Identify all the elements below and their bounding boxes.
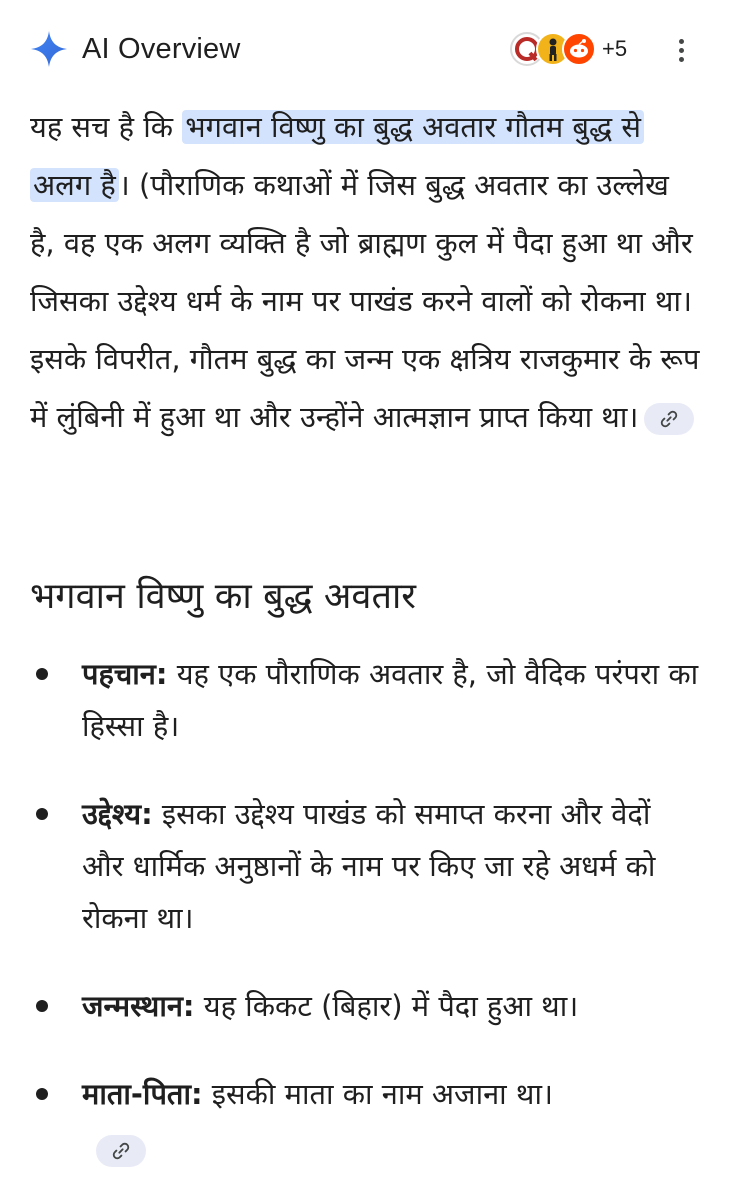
more-sources-count[interactable]: +5 (602, 36, 628, 61)
bullet-text: इसकी माता का नाम अजाना था। (202, 1077, 553, 1111)
source-avatars[interactable] (510, 30, 655, 70)
bullet-label: माता-पिता: (82, 1077, 203, 1111)
intro-rest: । (पौराणिक कथाओं में जिस बुद्ध अवतार का उल्लेख है, वह एक अलग व्यक्ति है जो ब्राह्मण कुल में पैदा हुआ था और जिसका उद्देश्य धर्म के नाम पर पाखंड करने वालों को रोकना था। इसके विपरीत, गौतम बुद्ध का जन्म एक क्षत्रिय राजकुमार के रूप में लुंबिनी में हुआ था और उन्होंने आत्मज्ञान प्राप्त किया था। (30, 168, 700, 434)
list-item (30, 980, 700, 1032)
bullet-dot (36, 1000, 48, 1012)
list-item (30, 1068, 700, 1120)
bullet-dot (36, 808, 48, 820)
reddit-source-icon[interactable] (562, 32, 596, 66)
bullet-list (30, 648, 700, 1156)
bullet-label: जन्मस्थान: (82, 989, 195, 1023)
highlighted-claim: भगवान विष्णु का बुद्ध अवतार गौतम बुद्ध से अलग है (30, 110, 644, 202)
list-item (30, 788, 700, 944)
bullet-label: पहचान: (82, 657, 168, 691)
bullet-label: उद्देश्य: (82, 797, 153, 831)
bullet-dot (36, 1088, 48, 1100)
bullet-text: यह एक पौराणिक अवतार है, जो वैदिक परंपरा का हिस्सा है। (82, 657, 699, 743)
source-link-chip[interactable] (644, 403, 694, 435)
ai-overview-header (30, 26, 700, 76)
section-heading: भगवान विष्णु का बुद्ध अवतार (30, 576, 417, 617)
link-icon (659, 409, 679, 429)
more-vert-icon[interactable] (670, 36, 692, 66)
bullet-text: यह किकट (बिहार) में पैदा हुआ था। (194, 989, 579, 1023)
list-item (30, 648, 700, 752)
intro-lead: यह सच है कि (30, 110, 183, 144)
section-link-chip[interactable] (96, 1135, 146, 1167)
bullet-dot (36, 668, 48, 680)
bullet-text: इसका उद्देश्य पाखंड को समाप्त करना और वेदों और धार्मिक अनुष्ठानों के नाम पर किए जा रहे अधर्म को रोकना था। (82, 797, 656, 935)
link-icon (111, 1141, 131, 1161)
intro-paragraph (30, 98, 700, 446)
sparkle-icon (30, 30, 68, 68)
ai-overview-title: AI Overview (82, 33, 241, 65)
